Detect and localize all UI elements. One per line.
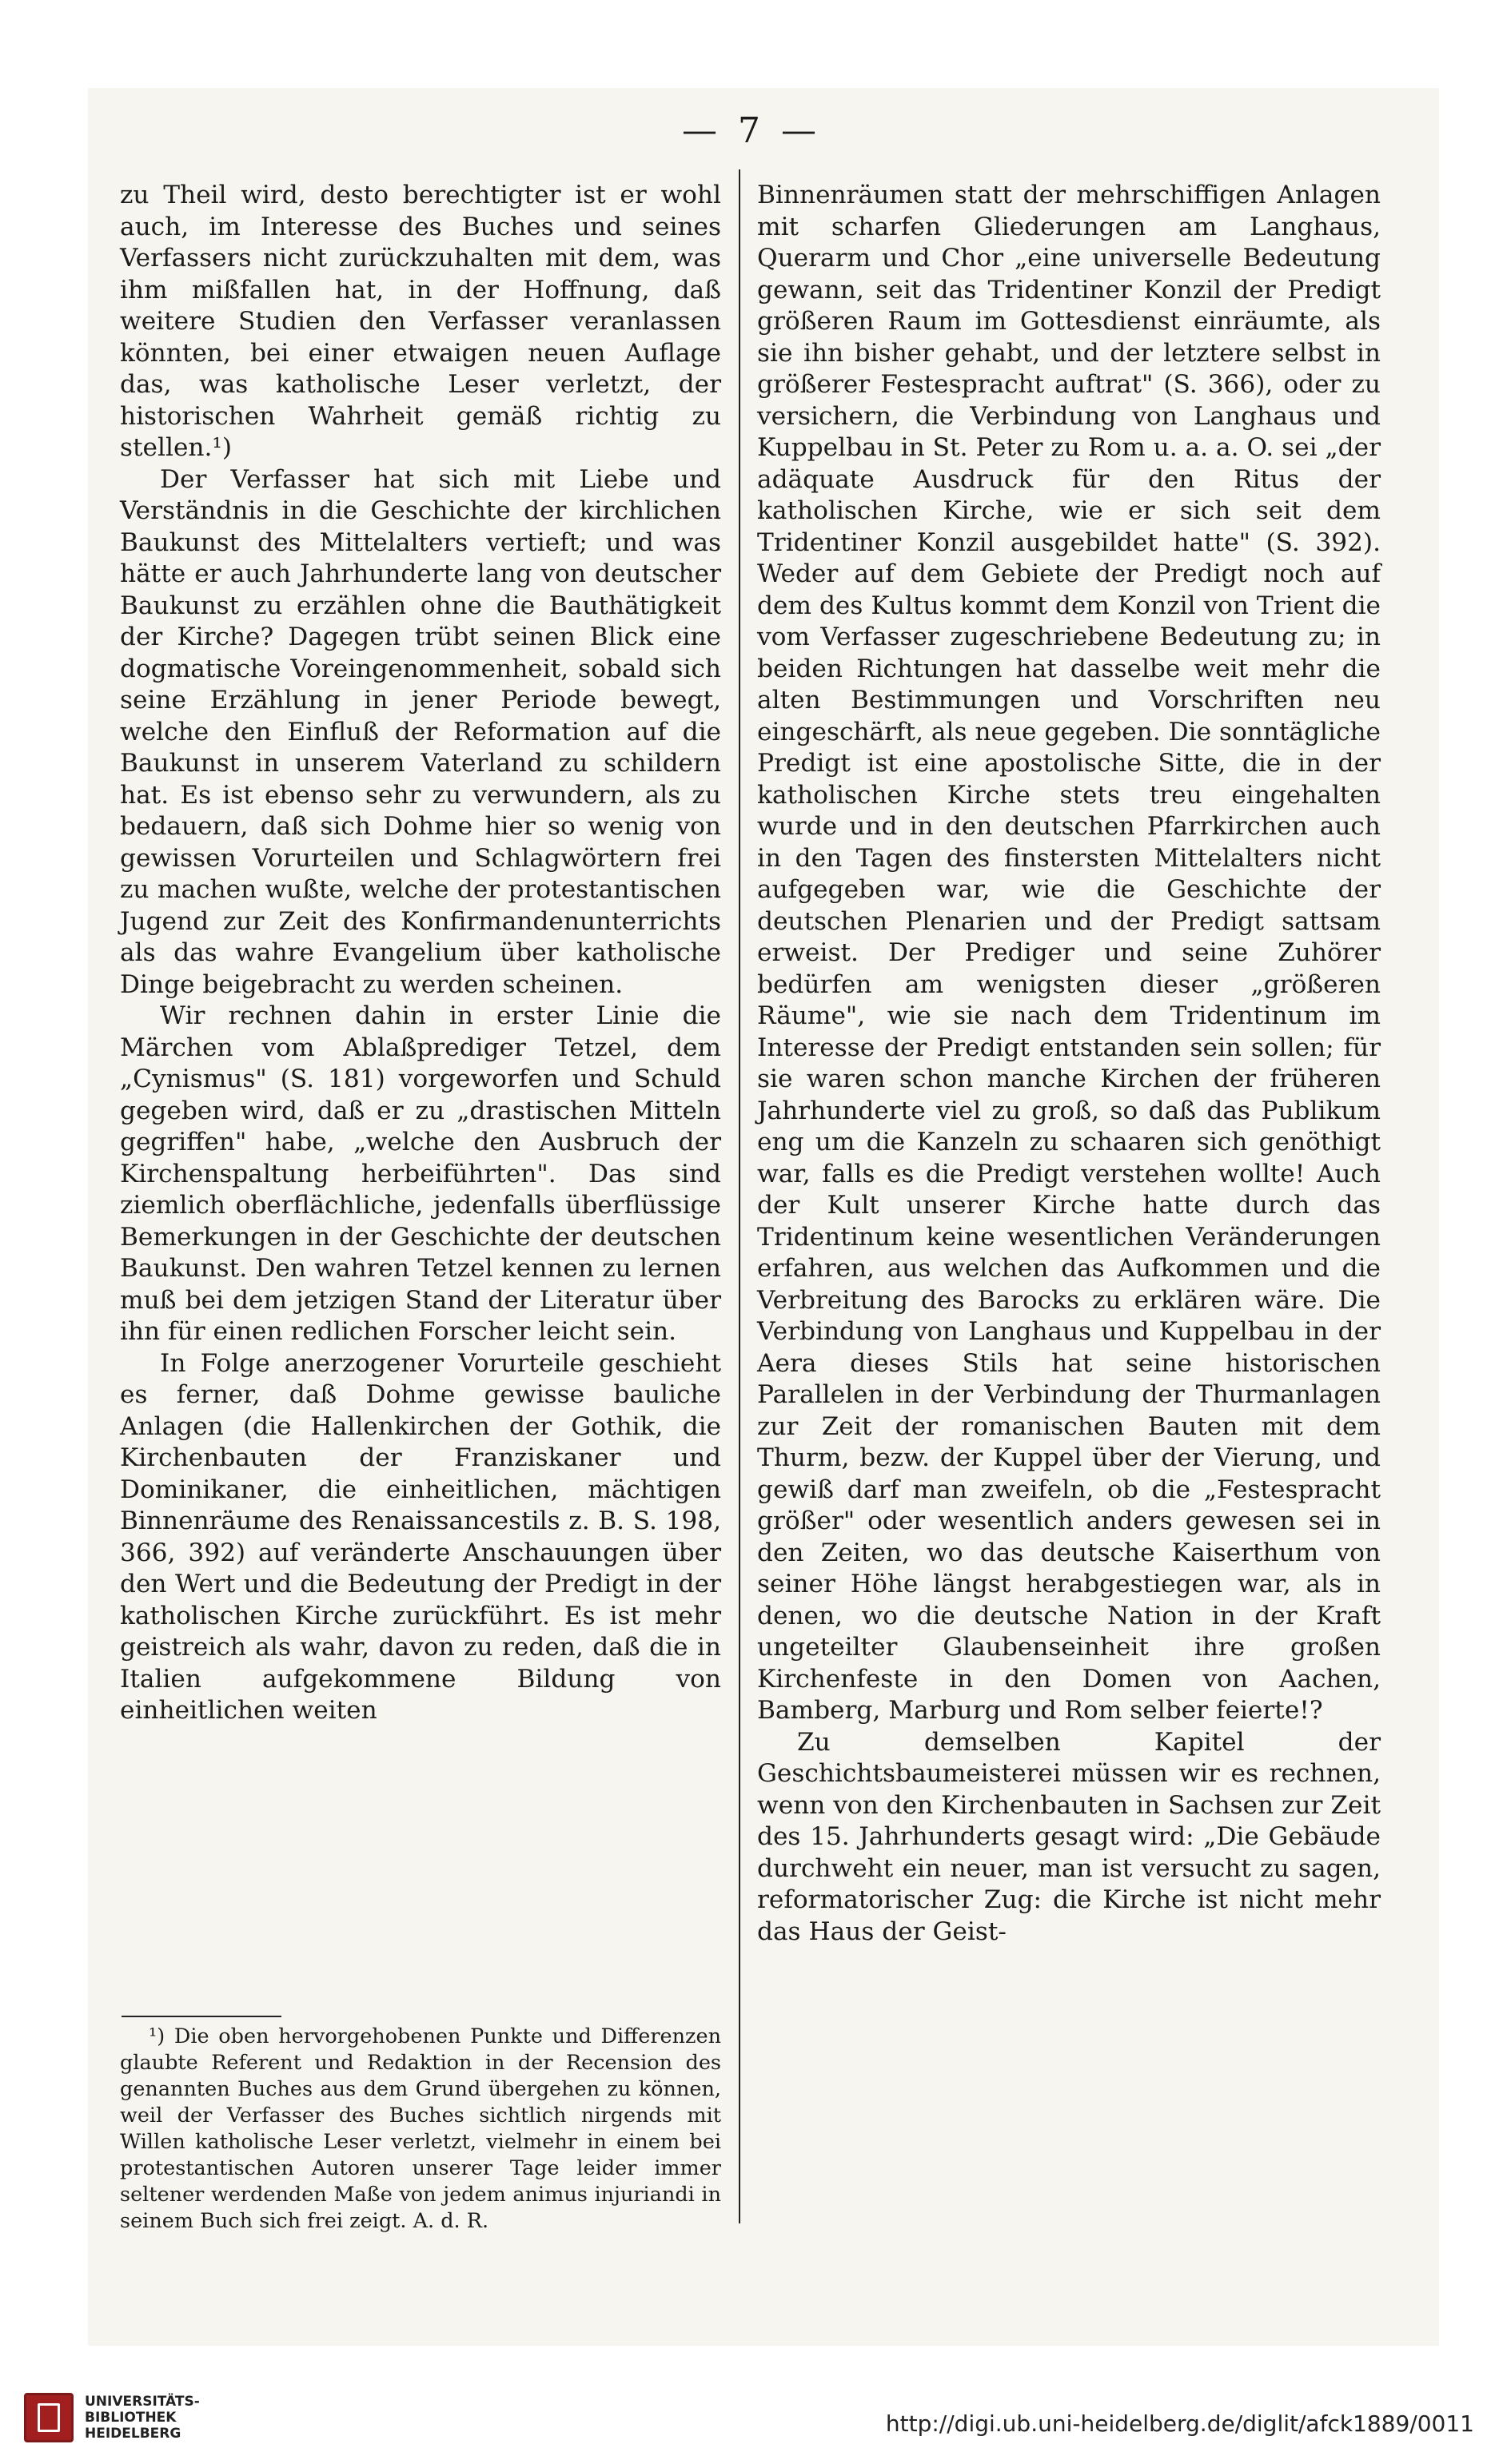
left-paragraph-3: Wir rechnen dahin in erster Linie die Märchen vom Ablaßprediger Tetzel, dem „Cynismus" (S. 181) vorgeworfen und Schuld gegeben wird, daß er zu „drastischen Mitteln gegriffen" habe, „welche den Ausbruch der Kirchenspaltung herbeiführten". Das sind ziemlich oberflächliche, jedenfalls überflüssige Bemerkungen in der Geschichte der deutschen Baukunst. Den wahren Tetzel kennen zu lernen muß bei dem jetzigen Stand der Literatur über ihn für einen redlichen Forscher leicht sein. [120, 1001, 721, 1346]
column-divider [739, 169, 740, 2223]
page-number: — 7 — [682, 110, 821, 151]
logo-line-2: BIBLIOTHEK [85, 2410, 177, 2426]
footnote-1: ¹) Die oben hervorgehobenen Punkte und Differenzen glaubte Referent und Redaktion in der Recension des genannten Buches aus dem Grund übergehen zu können, weil der Verfasser des Buches sichtlich nirgends mit Willen katholische Leser verletzt, vielmehr in einem bei protestantischen Autoren unserer Tage leider immer seltener werdenden Maße von jedem animus injuriandi in seinem Buch sich frei zeigt. A. d. R. [120, 2024, 721, 2233]
logo-line-1: UNIVERSITÄTS- [85, 2394, 200, 2410]
library-logo[interactable] [24, 2393, 200, 2442]
right-paragraph-1: Binnenräumen statt der mehrschiffigen Anlagen mit scharfen Gliederungen am Langhaus, Querarm und Chor „eine universelle Bedeutung gewann, seit das Tridentiner Konzil der Predigt größeren Raum im Gottesdienst einräumte, als sie ihn bisher gehabt, und der letztere selbst in größerer Festespracht auftrat" (S. 366), oder zu versichern, die Verbindung von Langhaus und Kuppelbau in St. Peter zu Rom u. a. a. O. sei „der adäquate Ausdruck für den Ritus der katholischen Kirche, wie er sich seit dem Tridentiner Konzil ausgebildet hatte" (S. 392). Weder auf dem Gebiete der Predigt noch auf dem des Kultus kommt dem Konzil von Trient die vom Verfasser zugeschriebene Bedeutung zu; in beiden Richtungen hat dasselbe weit mehr die alten Bestimmungen und Vorschriften neu eingeschärft, als neue gegeben. Die sonntägliche Predigt ist eine apostolische Sitte, die in der katholischen Kirche stets treu eingehalten wurde und in den deutschen Pfarrkirchen auch in den Tagen des finstersten Mittelalters nicht aufgegeben war, wie die Geschichte der deutschen Plenarien und der Predigt sattsam erweist. Der Prediger und seine Zuhörer bedürfen am wenigsten dieser „größeren Räume", wie sie nach dem Tridentinum im Interesse der Predigt entstanden sein sollen; für sie waren schon manche Kirchen der früheren Jahrhunderte viel zu groß, so daß das Publikum eng um die Kanzeln zu schaaren sich genöthigt war, falls es die Predigt verstehen wollte! Auch der Kult unserer Kirche hatte durch das Tridentinum keine wesentlichen Veränderungen erfahren, aus welchen das Aufkommen und die Verbreitung des Barocks zu erklären wäre. Die Verbindung von Langhaus und Kuppelbau in der Aera dieses Stils hat seine historischen Parallelen in der Verbindung der Thurmanlagen zur Zeit der romanischen Bauten mit dem Thurm, bezw. der Kuppel über der Vierung, und gewiß darf man zweifeln, ob die „Festespracht größer" oder wesentlich anders gewesen sei in den Zeiten, wo das deutsche Kaiserthum von seiner Höhe längst herabgestiegen war, als in denen, wo die deutsche Nation in der Kraft ungeteilter Glaubenseinheit ihre großen Kirchenfeste in den Domen von Aachen, Bamberg, Marburg und Rom selber feierte!? [757, 181, 1381, 1725]
left-paragraph-1: zu Theil wird, desto berechtigter ist er wohl auch, im Interesse des Buches und seines Verfassers nicht zurückzuhalten mit dem, was ihm mißfallen hat, in der Hoffnung, daß weitere Studien den Verfasser veranlassen könnten, bei einer etwaigen neuen Auflage das, was katholische Leser verletzt, der historischen Wahrheit gemäß richtig zu stellen.¹) [120, 181, 721, 462]
footnote-block [120, 2024, 721, 2235]
left-column [120, 180, 721, 1727]
left-paragraph-4: In Folge anerzogener Vorurteile geschieht es ferner, daß Dohme gewisse bauliche Anlagen (die Hallenkirchen der Gothik, die Kirchenbauten der Franziskaner und Dominikaner, die einheitlichen, mächtigen Binnenräume des Renaissancestils z. B. S. 198, 366, 392) auf veränderte Anschauungen über den Wert und die Bedeutung der Predigt in der katholischen Kirche zurückführt. Es ist mehr geistreich als wahr, davon zu reden, daß die in Italien aufgekommene Bildung von einheitlichen weiten [120, 1348, 721, 1725]
source-url[interactable]: http://digi.ub.uni-heidelberg.de/diglit/afck1889/0011 [885, 2410, 1474, 2437]
footnote-rule [122, 2016, 281, 2017]
left-paragraph-2: Der Verfasser hat sich mit Liebe und Verständnis in die Geschichte der kirchlichen Baukunst des Mittelalters vertieft; und was hätte er auch Jahrhunderte lang von deutscher Baukunst zu erzählen ohne die Bauthätigkeit der Kirche? Dagegen trübt seinen Blick eine dogmatische Voreingenommenheit, sobald sich seine Erzählung in jener Periode bewegt, welche den Einfluß der Reformation auf die Baukunst in unserem Vaterland zu schildern hat. Es ist ebenso sehr zu verwundern, als zu bedauern, daß sich Dohme hier so wenig von gewissen Vorurteilen und Schlagwörtern frei zu machen wußte, welche der protestantischen Jugend zur Zeit des Konfirmandenunterrichts als das wahre Evangelium über katholische Dinge beigebracht zu werden scheinen. [120, 464, 721, 999]
right-column [757, 180, 1381, 1948]
logo-line-3: HEIDELBERG [85, 2426, 181, 2442]
library-logo-text [85, 2394, 200, 2442]
right-paragraph-2: Zu demselben Kapitel der Geschichtsbaumeisterei müssen wir es rechnen, wenn von den Kirchenbauten in Sachsen zur Zeit des 15. Jahrhunderts gesagt wird: „Die Gebäude durchweht ein neuer, man ist versucht zu sagen, reformatorischer Zug: die Kirche ist nicht mehr das Haus der Geist- [757, 1727, 1381, 1946]
library-book-icon [24, 2393, 74, 2442]
